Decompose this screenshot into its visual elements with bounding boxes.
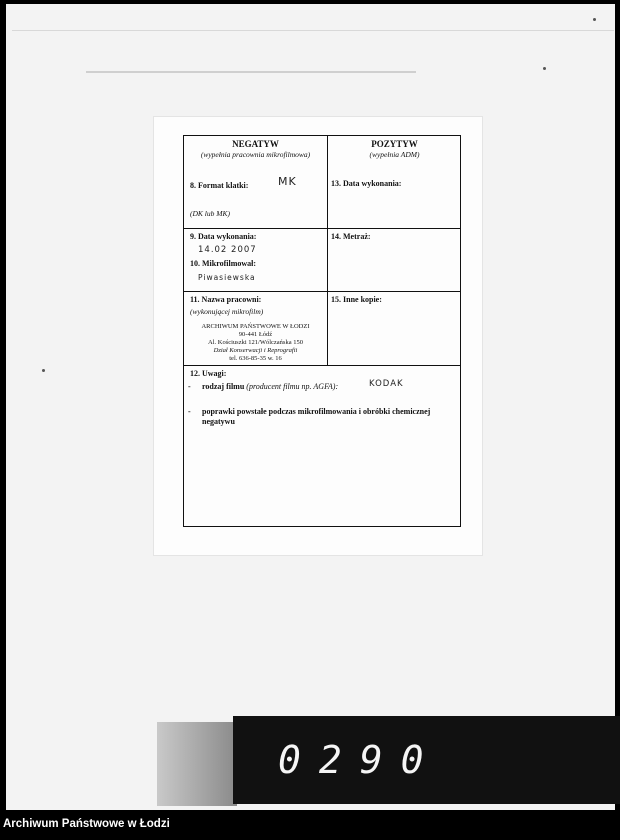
row-divider [184,365,460,366]
stamp-line: Dział Konserwacji i Reprografii [213,347,298,354]
stamp-line: Al. Kościuszki 121/Wólczańska 150 [208,339,303,346]
format-value: MK [278,175,297,188]
stamp-line: 90-441 Łódź [238,331,273,338]
row-divider [184,291,460,292]
metraz-label: 14. Metraż: [331,232,371,241]
film-speck [593,18,596,21]
film-edge-line [12,30,614,31]
format-hint: (DK lub MK) [190,209,230,218]
rodzaj-filmu-value: KODAK [369,379,404,389]
rodzaj-filmu-hint: (producent filmu np. AGFA): [246,382,339,391]
film-smudge [86,71,416,73]
mikrofilmowal-signature: Piwasiewska [198,273,256,282]
data-wykonania-13-label: 13. Data wykonania: [331,179,402,188]
film-speck [543,67,546,70]
archive-stamp [184,323,327,363]
uwagi-label: 12. Uwagi: [190,369,227,378]
footer-bar [0,810,620,840]
document-card [154,117,482,555]
data-wykonania-9-label: 9. Data wykonania: [190,232,257,241]
data-wykonania-value: 14.02 2007 [198,245,257,255]
bullet: - [188,382,191,391]
stamp-line: ARCHIWUM PAŃSTWOWE W ŁODZI [201,323,310,330]
counter-shadow [157,722,237,806]
row-divider [184,228,460,229]
inne-kopie-label: 15. Inne kopie: [331,295,382,304]
archive-name: Archiwum Państwowe w Łodzi [3,818,170,830]
negatyw-title: NEGATYW [232,139,279,149]
bullet: - [188,407,191,416]
frame-counter [233,716,620,804]
format-label: 8. Format klatki: [190,181,249,190]
poprawki-text: poprawki powstałe podczas mikrofilmowania i obróbki chemicznej negatywu [202,407,431,426]
rodzaj-filmu-label: rodzaj filmu [202,382,245,391]
nazwa-pracowni-label: 11. Nazwa pracowni: [190,295,262,304]
film-speck [42,369,45,372]
stamp-line: tel. 636-85-35 w. 16 [229,355,282,362]
film-border-left [0,0,6,840]
pozytyw-subtitle: (wypełnia ADM) [369,150,420,159]
microfilm-frame [6,4,615,810]
mikrofilmowal-label: 10. Mikrofilmował: [190,259,257,268]
rodzaj-filmu [202,382,338,392]
column-divider [327,136,328,365]
frame-number: 0290 [278,738,442,782]
nazwa-pracowni-hint: (wykonującej mikrofilm) [190,307,264,316]
pozytyw-title: POZYTYW [371,139,418,149]
film-border-right [615,0,620,840]
microfilm-form [183,135,461,527]
negatyw-subtitle: (wypełnia pracownia mikrofilmowa) [200,150,311,159]
